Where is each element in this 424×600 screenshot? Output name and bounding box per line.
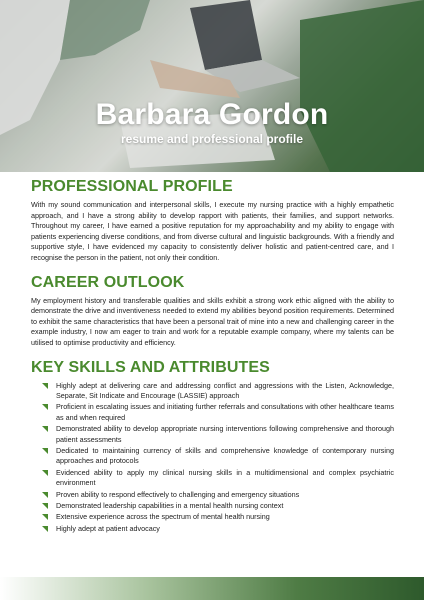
list-item [31, 468, 394, 489]
triangle-bullet-icon [42, 492, 48, 498]
skill-text: Extensive experience across the spectrum of mental health nursing [56, 512, 270, 522]
profile-text: With my sound communication and interpersonal skills, I execute my nursing practice with a highly empathetic approach, and I have a strong ability to develop rapport with patients, their families, and support networks. Throughout my career, I have earned a positive reputation for my approachability and my ability to engage with patients experiencing diverse conditions, and from diverse cultural and linguistic backgrounds. With a friendly and supportive style, I have evidenced my capacity to consistently deliver holistic and patient-centred care, and I recognise the person in the patient, not only their condition. [31, 200, 394, 262]
list-item [31, 446, 394, 467]
triangle-bullet-icon [42, 426, 48, 432]
skill-text: Demonstrated ability to develop appropriate nursing interventions following comprehensive and thorough patient assessments [56, 424, 394, 444]
triangle-bullet-icon [42, 470, 48, 476]
header-photo [0, 0, 424, 172]
outlook-heading: CAREER OUTLOOK [31, 273, 185, 291]
skill-text: Highly adept at delivering care and addressing conflict and aggressions with the Listen, Acknowledge, Separate, Sit Indicate and Encourage (LASSIE) approach [56, 380, 394, 400]
profile-section [31, 178, 394, 264]
skill-text: Highly adept at patient advocacy [56, 523, 160, 533]
skill-text: Demonstrated leadership capabilities in a mental health nursing context [56, 501, 284, 510]
triangle-bullet-icon [42, 404, 48, 410]
resume-name: Barbara Gordon [95, 98, 329, 131]
list-item [31, 524, 394, 534]
triangle-bullet-icon [42, 503, 48, 509]
triangle-bullet-icon [42, 526, 48, 532]
skills-section [31, 359, 394, 535]
skill-text: Evidenced ability to apply my clinical nursing skills in a multidimensional and complex psychiatric environment [56, 467, 394, 488]
triangle-bullet-icon [42, 448, 48, 454]
outlook-text: My employment history and transferable qualities and skills exhibit a strong work ethic aligned with the ability to demonstrate the drive and inventiveness needed to extend my abilities beyond position requirements. Determined to exhibit the same characteristics that have been a personal trait of mine into a new and challenging career in the example industry, I now am eager to train and work for a reputable example company, where my talents can be utilised to optimise productivity and efficiency. [31, 295, 394, 347]
skill-text: Proficient in escalating issues and initiating further referrals and consultations with other healthcare teams as and when required [56, 402, 394, 422]
skill-text: Proven ability to respond effectively to challenging and emergency situations [56, 489, 300, 499]
list-item [31, 424, 394, 445]
triangle-bullet-icon [42, 514, 48, 520]
skill-text: Dedicated to maintaining currency of skills and comprehensive knowledge of contemporary nursing approaches and protocols [56, 445, 394, 466]
outlook-section [31, 274, 394, 349]
footer-band [0, 577, 424, 600]
list-item [31, 381, 394, 402]
list-item [31, 501, 394, 511]
triangle-bullet-icon [42, 383, 48, 389]
header-banner [0, 0, 424, 172]
list-item [31, 490, 394, 500]
list-item [31, 512, 394, 522]
profile-heading: PROFESSIONAL PROFILE [31, 178, 233, 195]
list-item [31, 402, 394, 423]
resume-body [31, 178, 394, 544]
skills-heading: KEY SKILLS AND ATTRIBUTES [31, 358, 270, 376]
skills-list [31, 381, 394, 535]
resume-subtitle: resume and professional profile [120, 132, 304, 146]
